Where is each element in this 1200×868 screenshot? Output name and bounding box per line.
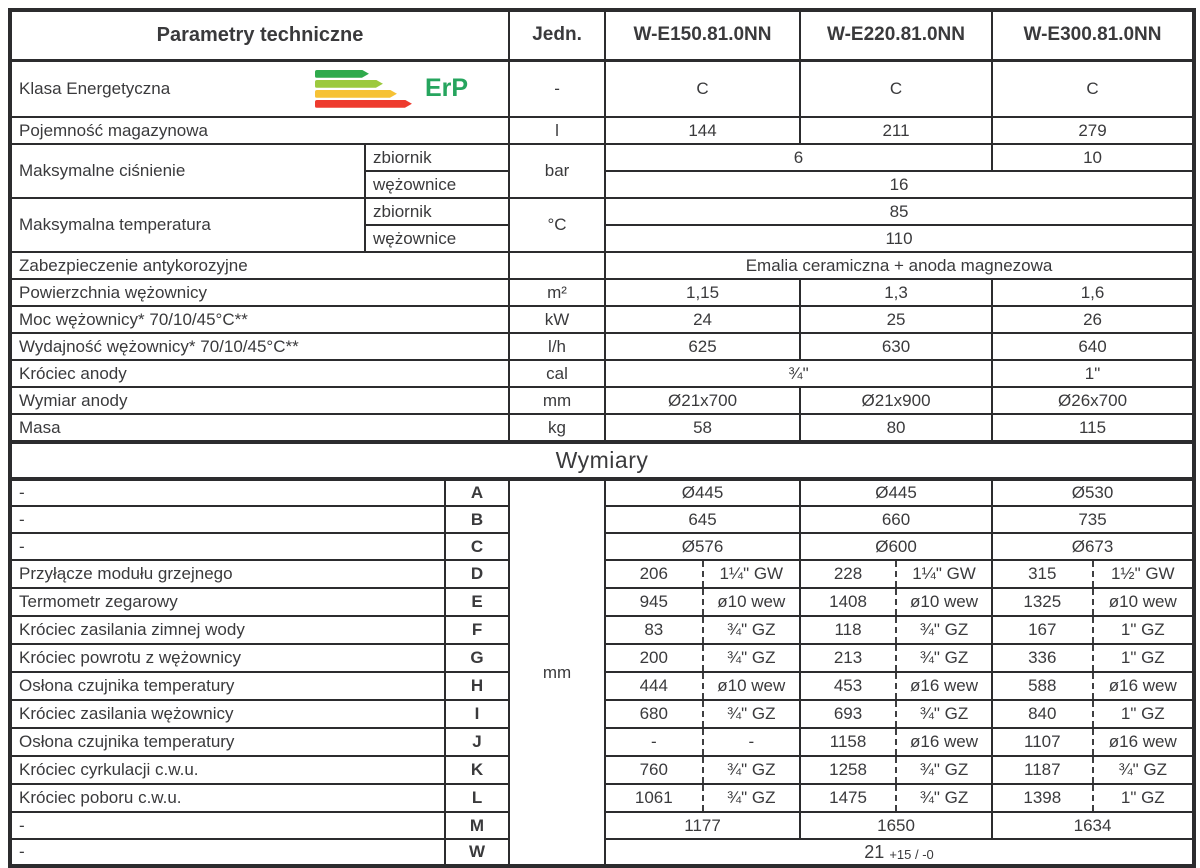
dim-label: - [10, 479, 445, 506]
dim-row-A [10, 479, 1194, 506]
letter-cell: G [445, 644, 509, 672]
value-cell: 16 [605, 171, 1194, 198]
unit-cell: l [509, 117, 605, 144]
dim-label: Króciec poboru c.w.u. [10, 784, 445, 812]
dim-number: 1325 [1023, 592, 1062, 611]
dim-number: 840 [1028, 704, 1057, 723]
table-header-row [10, 10, 1194, 60]
dim-spec: ø16 wew [895, 729, 991, 755]
unit-cell: mm [509, 479, 605, 866]
energy-bar-red [315, 100, 412, 108]
value-cell: 279 [992, 117, 1194, 144]
dim-number: 693 [833, 704, 863, 723]
value-cell: 110 [605, 225, 1194, 252]
sub-label: wężownice [365, 171, 509, 198]
dim-spec: ¾" GZ [895, 617, 991, 643]
anode-size-row [10, 387, 1194, 414]
letter-cell: L [445, 784, 509, 812]
dim-spec: 1½" GW [1092, 561, 1193, 587]
dim-tolerance: +15 / -0 [889, 846, 934, 862]
dim-label: Osłona czujnika temperatury [10, 728, 445, 756]
dim-spec: ¾" GZ [895, 645, 991, 671]
dim-spec: ¾" GZ [702, 757, 800, 783]
value-cell: 25 [800, 306, 992, 333]
letter-cell: K [445, 756, 509, 784]
mass-row [10, 414, 1194, 442]
unit-cell [509, 252, 605, 279]
dim-spec: ø10 wew [702, 673, 800, 699]
value-cell: 1,6 [992, 279, 1194, 306]
dim-spec: ¾" GZ [895, 785, 991, 811]
param-label: Króciec anody [10, 360, 509, 387]
unit-cell: kW [509, 306, 605, 333]
value-cell: 80 [800, 414, 992, 442]
letter-cell: M [445, 812, 509, 839]
value-cell: 26 [992, 306, 1194, 333]
dim-number: 1061 [634, 788, 673, 807]
dim-spec: ø10 wew [1092, 589, 1193, 615]
value-cell: 1,15 [605, 279, 800, 306]
dim-number: - [650, 732, 657, 751]
value-cell: 85 [605, 198, 1194, 225]
dim-spec: 1¼" GW [702, 561, 800, 587]
split-value-cell [605, 644, 800, 672]
value-cell: Ø530 [992, 479, 1194, 506]
dim-number: 21 [864, 841, 885, 862]
value-cell: Ø600 [800, 533, 992, 560]
split-value-cell [605, 672, 800, 700]
value-cell-tolerance [605, 839, 1194, 866]
split-value-cell [800, 756, 992, 784]
dim-label: - [10, 812, 445, 839]
value-cell: 640 [992, 333, 1194, 360]
param-label: Wydajność wężownicy* 70/10/45°C** [10, 333, 509, 360]
anode-port-row [10, 360, 1194, 387]
letter-cell: I [445, 700, 509, 728]
dim-spec: 1¼" GW [895, 561, 991, 587]
value-cell: 660 [800, 506, 992, 533]
unit-cell: mm [509, 387, 605, 414]
dim-number: 336 [1028, 648, 1057, 667]
dim-number: 1398 [1023, 788, 1062, 807]
dim-label: Osłona czujnika temperatury [10, 672, 445, 700]
energy-bar-yellow [315, 90, 397, 98]
param-label: Maksymalne ciśnienie [10, 144, 365, 198]
energy-bar-green [315, 70, 369, 78]
dim-label: Króciec zasilania zimnej wody [10, 616, 445, 644]
dim-number: 453 [833, 676, 863, 695]
coil-power-row [10, 306, 1194, 333]
dim-spec: - [702, 729, 800, 755]
dimensions-section-header [10, 442, 1194, 479]
dim-number: 315 [1028, 564, 1057, 583]
dim-number: 1158 [829, 732, 867, 751]
value-cell: 735 [992, 506, 1194, 533]
model-header-3: W-E300.81.0NN [992, 10, 1194, 60]
split-value-cell [992, 672, 1194, 700]
split-value-cell [800, 616, 992, 644]
split-value-cell [605, 756, 800, 784]
dim-spec: ¾" GZ [1092, 757, 1193, 783]
energy-class-row [10, 60, 1194, 117]
dim-number: 1475 [829, 788, 867, 807]
param-label: Zabezpieczenie antykorozyjne [10, 252, 509, 279]
energy-class-label-cell [10, 60, 509, 117]
split-value-cell [605, 700, 800, 728]
dim-label: - [10, 839, 445, 866]
split-value-cell [800, 560, 992, 588]
value-cell: 1634 [992, 812, 1194, 839]
value-cell: 10 [992, 144, 1194, 171]
dim-spec: ø16 wew [1092, 673, 1193, 699]
value-cell: ¾" [605, 360, 992, 387]
value-cell: 1650 [800, 812, 992, 839]
dim-number: 206 [639, 564, 668, 583]
value-cell: 211 [800, 117, 992, 144]
split-value-cell [992, 588, 1194, 616]
unit-cell: l/h [509, 333, 605, 360]
value-cell: 58 [605, 414, 800, 442]
dim-label: Przyłącze modułu grzejnego [10, 560, 445, 588]
energy-class-label: Klasa Energetyczna [19, 78, 171, 98]
value-cell: 6 [605, 144, 992, 171]
unit-column-header: Jedn. [509, 10, 605, 60]
split-value-cell [800, 644, 992, 672]
dim-spec: ¾" GZ [702, 785, 800, 811]
dim-spec: ø16 wew [1092, 729, 1193, 755]
value-cell: 630 [800, 333, 992, 360]
energy-bars-icon [315, 70, 412, 108]
unit-cell: cal [509, 360, 605, 387]
split-value-cell [992, 644, 1194, 672]
model-header-2: W-E220.81.0NN [800, 10, 992, 60]
sub-label: zbiornik [365, 144, 509, 171]
value-cell: 24 [605, 306, 800, 333]
dim-spec: ø10 wew [895, 589, 991, 615]
value-cell: 144 [605, 117, 800, 144]
unit-cell: - [509, 60, 605, 117]
dim-spec: 1" GZ [1092, 645, 1193, 671]
split-value-cell [992, 784, 1194, 812]
value-cell: Ø21x700 [605, 387, 800, 414]
dim-number: 588 [1028, 676, 1057, 695]
letter-cell: H [445, 672, 509, 700]
letter-cell: F [445, 616, 509, 644]
unit-cell: °C [509, 198, 605, 252]
letter-cell: B [445, 506, 509, 533]
dim-spec: 1" GZ [1092, 617, 1193, 643]
dim-label: Króciec powrotu z wężownicy [10, 644, 445, 672]
param-label: Moc wężownicy* 70/10/45°C** [10, 306, 509, 333]
split-value-cell [992, 616, 1194, 644]
value-cell: Ø673 [992, 533, 1194, 560]
value-cell: Ø445 [605, 479, 800, 506]
param-label: Pojemność magazynowa [10, 117, 509, 144]
split-value-cell [605, 616, 800, 644]
dim-spec: ¾" GZ [702, 701, 800, 727]
letter-cell: J [445, 728, 509, 756]
split-value-cell [800, 728, 992, 756]
dim-spec: ¾" GZ [702, 617, 800, 643]
dim-spec: ¾" GZ [895, 757, 991, 783]
temperature-row-tank [10, 198, 1194, 225]
dim-number: 118 [834, 620, 862, 639]
value-cell: C [605, 60, 800, 117]
value-cell: Emalia ceramiczna + anoda magnezowa [605, 252, 1194, 279]
dim-number: 83 [644, 620, 664, 639]
dim-spec: ¾" GZ [895, 701, 991, 727]
split-value-cell [605, 588, 800, 616]
dim-spec: 1" GZ [1092, 785, 1193, 811]
dim-number: 760 [639, 760, 668, 779]
dim-spec: ¾" GZ [702, 645, 800, 671]
technical-parameters-table [8, 8, 1196, 868]
letter-cell: E [445, 588, 509, 616]
letter-cell: A [445, 479, 509, 506]
param-label: Powierzchnia wężownicy [10, 279, 509, 306]
sub-label: wężownice [365, 225, 509, 252]
value-cell: 645 [605, 506, 800, 533]
dim-number: 200 [639, 648, 668, 667]
dim-number: 1187 [1024, 760, 1061, 779]
param-title: Parametry techniczne [10, 10, 509, 60]
param-label: Maksymalna temperatura [10, 198, 365, 252]
split-value-cell [800, 784, 992, 812]
dim-number: 213 [833, 648, 863, 667]
dim-spec: ø10 wew [702, 589, 800, 615]
dim-spec: 1" GZ [1092, 701, 1193, 727]
value-cell: 1177 [605, 812, 800, 839]
dim-number: 444 [639, 676, 668, 695]
split-value-cell [992, 560, 1194, 588]
split-value-cell [992, 728, 1194, 756]
dim-number: 167 [1028, 620, 1057, 639]
dim-number: 1408 [829, 592, 867, 611]
coil-area-row [10, 279, 1194, 306]
value-cell: 115 [992, 414, 1194, 442]
split-value-cell [605, 784, 800, 812]
value-cell: C [800, 60, 992, 117]
dim-number: 228 [833, 564, 863, 583]
unit-cell: bar [509, 144, 605, 198]
split-value-cell [605, 560, 800, 588]
split-value-cell [605, 728, 800, 756]
value-cell: Ø445 [800, 479, 992, 506]
dim-number: 680 [639, 704, 668, 723]
model-header-1: W-E150.81.0NN [605, 10, 800, 60]
dim-number: 1258 [829, 760, 867, 779]
value-cell: Ø576 [605, 533, 800, 560]
split-value-cell [992, 756, 1194, 784]
value-cell: 625 [605, 333, 800, 360]
unit-cell: m² [509, 279, 605, 306]
dim-number: 945 [639, 592, 668, 611]
value-cell: 1,3 [800, 279, 992, 306]
value-cell: Ø21x900 [800, 387, 992, 414]
unit-cell: kg [509, 414, 605, 442]
dim-label: Króciec cyrkulacji c.w.u. [10, 756, 445, 784]
value-cell: C [992, 60, 1194, 117]
param-label: Masa [10, 414, 509, 442]
param-label: Wymiar anody [10, 387, 509, 414]
coil-output-row [10, 333, 1194, 360]
dim-label: Termometr zegarowy [10, 588, 445, 616]
dim-number: 1107 [1024, 732, 1061, 751]
pressure-row-tank [10, 144, 1194, 171]
dim-label: - [10, 506, 445, 533]
corrosion-row [10, 252, 1194, 279]
split-value-cell [800, 588, 992, 616]
value-cell: 1" [992, 360, 1194, 387]
energy-bar-lightgreen [315, 80, 383, 88]
dim-spec: ø16 wew [895, 673, 991, 699]
split-value-cell [992, 700, 1194, 728]
sub-label: zbiornik [365, 198, 509, 225]
dim-label: - [10, 533, 445, 560]
split-value-cell [800, 672, 992, 700]
letter-cell: C [445, 533, 509, 560]
capacity-row [10, 117, 1194, 144]
erp-energy-icon [315, 70, 468, 108]
section-title: Wymiary [10, 442, 1194, 479]
letter-cell: W [445, 839, 509, 866]
erp-label: ErP [424, 74, 469, 103]
dim-label: Króciec zasilania wężownicy [10, 700, 445, 728]
split-value-cell [800, 700, 992, 728]
letter-cell: D [445, 560, 509, 588]
value-cell: Ø26x700 [992, 387, 1194, 414]
